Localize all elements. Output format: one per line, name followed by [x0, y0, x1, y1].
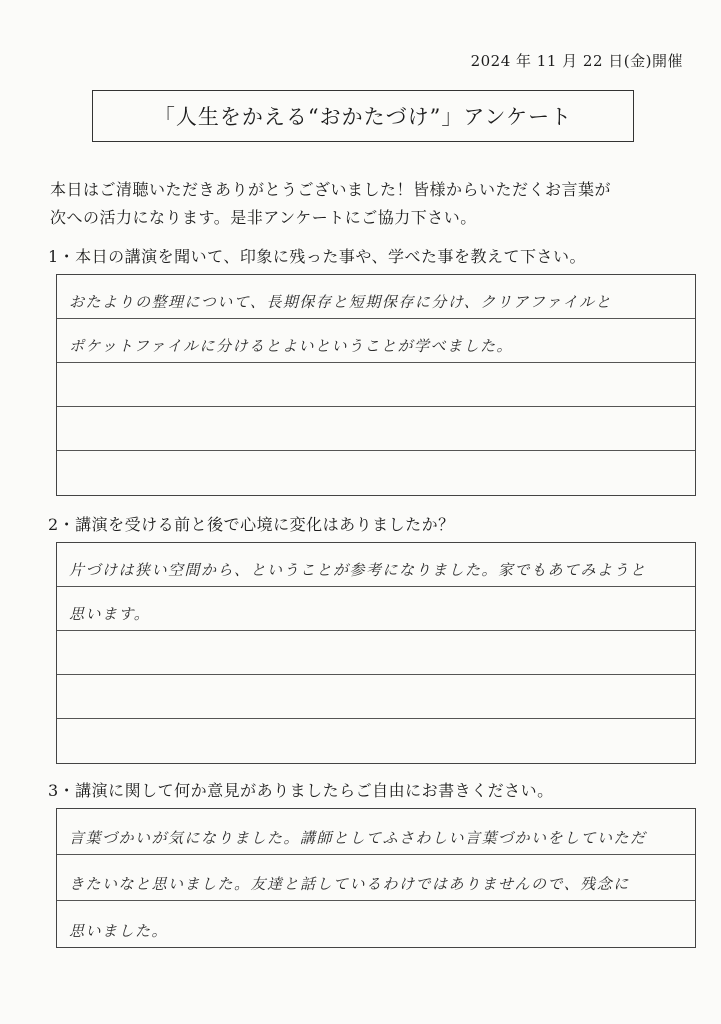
survey-title: 「人生をかえる“おかたづけ”」アンケート: [153, 105, 573, 129]
handwritten-answer: 片づけは狭い空間から、ということが参考になりました。家でもあてみようと: [69, 561, 647, 579]
intro-line-2: 次への活力になります。是非アンケートにご協力下さい。: [50, 208, 477, 227]
answer-line: [57, 543, 695, 587]
question-1-answer-box: [56, 274, 696, 496]
intro-line-1: 本日はご清聴いただきありがとうございました！皆様からいただくお言葉が: [50, 180, 612, 199]
answer-line: [57, 407, 695, 451]
answer-line: [57, 363, 695, 407]
handwritten-answer: ポケットファイルに分けるとよいということが学べました。: [69, 337, 514, 355]
answer-line: [57, 275, 695, 319]
answer-line: [57, 855, 695, 901]
answer-line: [57, 631, 695, 675]
handwritten-answer: 言葉づかいが気になりました。講師としてふさわしい言葉づかいをしていただ: [69, 829, 647, 847]
answer-line: [57, 451, 695, 495]
question-2-answer-box: [56, 542, 696, 764]
handwritten-answer: 思います。: [69, 605, 151, 623]
event-date: 2024 年 11 月 22 日(金)開催: [470, 52, 683, 70]
handwritten-answer: おたよりの整理について、長期保存と短期保存に分け、クリアファイルと: [69, 293, 613, 311]
answer-line: [57, 675, 695, 719]
question-3-label: 3・講演に関して何か意見がありましたらご自由にお書きください。: [48, 781, 554, 800]
survey-title-box: [92, 90, 634, 142]
answer-line: [57, 319, 695, 363]
intro-text: [50, 176, 690, 232]
question-3-answer-box: [56, 808, 696, 948]
handwritten-answer: 思いました。: [69, 922, 169, 940]
answer-line: [57, 719, 695, 763]
answer-line: [57, 587, 695, 631]
handwritten-answer: きたいなと思いました。友達と話しているわけではありませんので、残念に: [69, 875, 630, 893]
question-1-label: 1・本日の講演を聞いて、印象に残った事や、学べた事を教えて下さい。: [48, 247, 587, 266]
answer-line: [57, 901, 695, 947]
question-2-label: 2・講演を受ける前と後で心境に変化はありましたか？: [48, 515, 455, 534]
answer-line: [57, 809, 695, 855]
